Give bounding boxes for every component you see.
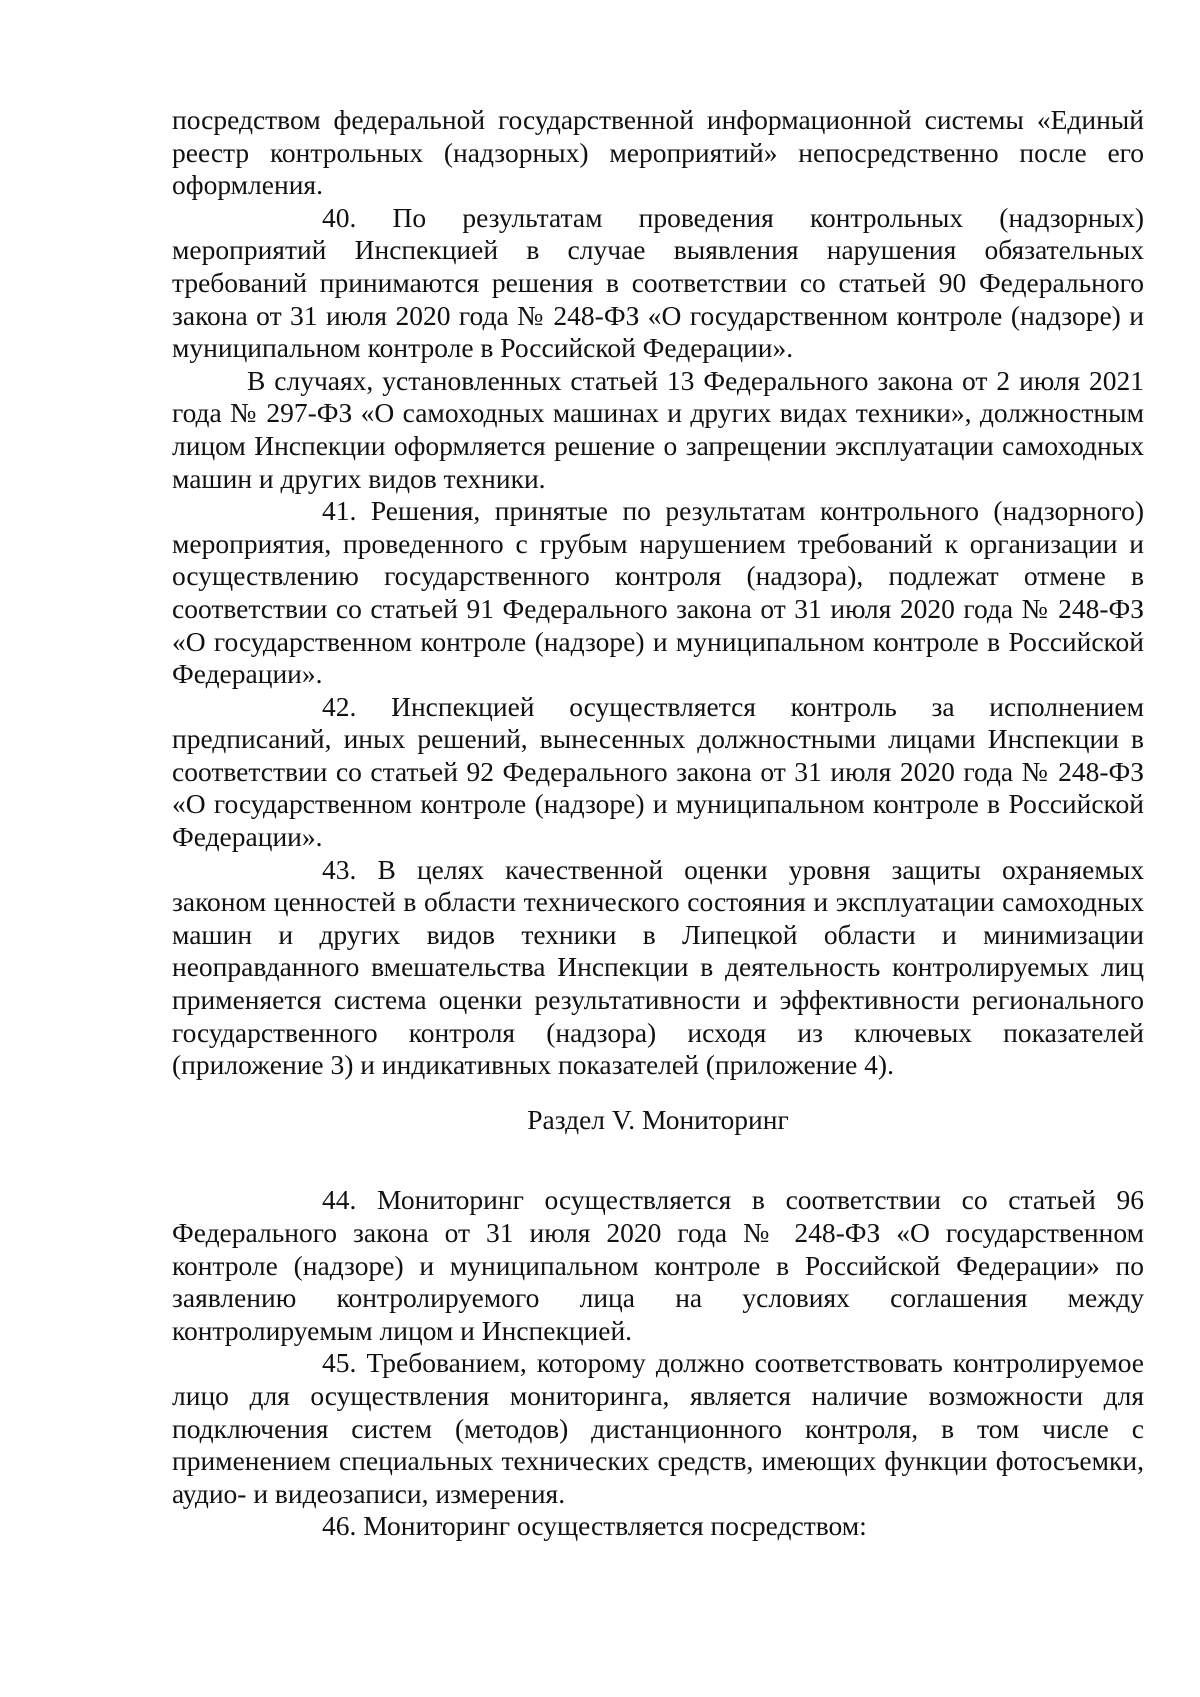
paragraph-43	[172, 854, 1144, 1082]
paragraph-text: Требованием, которому должно соответствовать контролируемое лицо для осуществления мониторинга, является наличие возможности для подключения систем (методов) дистанционного контроля, в том числе с применением специальных технических средств, имеющих функции фотосъемки, аудио- и видеозаписи, измерения.	[172, 1347, 1145, 1509]
paragraph-text: Инспекцией осуществляется контроль за исполнением предписаний, иных решений, вынесенных должностными лицами Инспекции в соответствии со статьей 92 Федерального закона от 31 июля 2020 года № 248-ФЗ «О государственном контроле (надзоре) и муниципальном контроле в Российской Федерации».	[172, 690, 1144, 853]
document-page	[172, 104, 1144, 1543]
paragraph-44	[172, 1184, 1144, 1347]
paragraph-40-cases	[172, 365, 1144, 495]
paragraph-number: 41.	[322, 495, 357, 527]
paragraph-40	[172, 202, 1144, 365]
paragraph-text: В целях качественной оценки уровня защиты охраняемых законом ценностей в области технического состояния и эксплуатации самоходных машин и других видов техники в Липецкой области и минимизации неоправданного вмешательства Инспекции в деятельность контролируемых лиц применяется система оценки результативности и эффективности регионального государственного контроля (надзора) исходя из ключевых показателей (приложение 3) и индикативных показателей (приложение 4).	[172, 853, 1145, 1081]
paragraph-text: Мониторинг осуществляется посредством:	[363, 1510, 867, 1542]
paragraph-text: посредством федеральной государственной информационной системы «Единый реестр контрольных (надзорных) мероприятий» непосредственно после его оформления.	[172, 104, 1144, 201]
paragraph-45	[172, 1347, 1144, 1510]
paragraph-text: В случаях, установленных статьей 13 Федерального закона от 2 июля 2021 года № 297-ФЗ «О самоходных машинах и других видах техники», должностным лицом Инспекции оформляется решение о запрещении эксплуатации самоходных машин и других видов техники.	[172, 364, 1144, 494]
paragraph-number: 43.	[322, 853, 357, 885]
paragraph-42	[172, 691, 1144, 854]
paragraph-number: 46.	[322, 1510, 357, 1542]
paragraph-number: 42.	[322, 690, 357, 722]
paragraph-46	[172, 1510, 1144, 1543]
paragraph-continuation	[172, 104, 1144, 202]
paragraph-number: 45.	[322, 1347, 357, 1379]
section-title: Раздел V. Мониторинг	[527, 1103, 789, 1135]
paragraph-41	[172, 495, 1144, 691]
paragraph-text: Решения, принятые по результатам контрольного (надзорного) мероприятия, проведенного с грубым нарушением требований к организации и осуществлению государственного контроля (надзора), подлежат отмене в соответствии со статьей 91 Федерального закона от 31 июля 2020 года № 248-ФЗ «О государственном контроле (надзоре) и муниципальном контроле в Российской Федерации».	[172, 495, 1144, 690]
paragraph-text: Мониторинг осуществляется в соответствии со статьей 96 Федерального закона от 31 июля 2020 года № 248-ФЗ «О государственном контроле (надзоре) и муниципальном контроле в Российской Федерации» по заявлению контролируемого лица на условиях соглашения между контролируемым лицом и Инспекцией.	[172, 1184, 1144, 1346]
paragraph-number: 40.	[322, 201, 357, 233]
paragraph-number: 44.	[322, 1184, 357, 1216]
paragraph-text: По результатам проведения контрольных (надзорных) мероприятий Инспекцией в случае выявления нарушения обязательных требований принимаются решения в соответствии со статьей 90 Федерального закона от 31 июля 2020 года № 248-ФЗ «О государственном контроле (надзоре) и муниципальном контроле в Российской Федерации».	[172, 201, 1144, 364]
